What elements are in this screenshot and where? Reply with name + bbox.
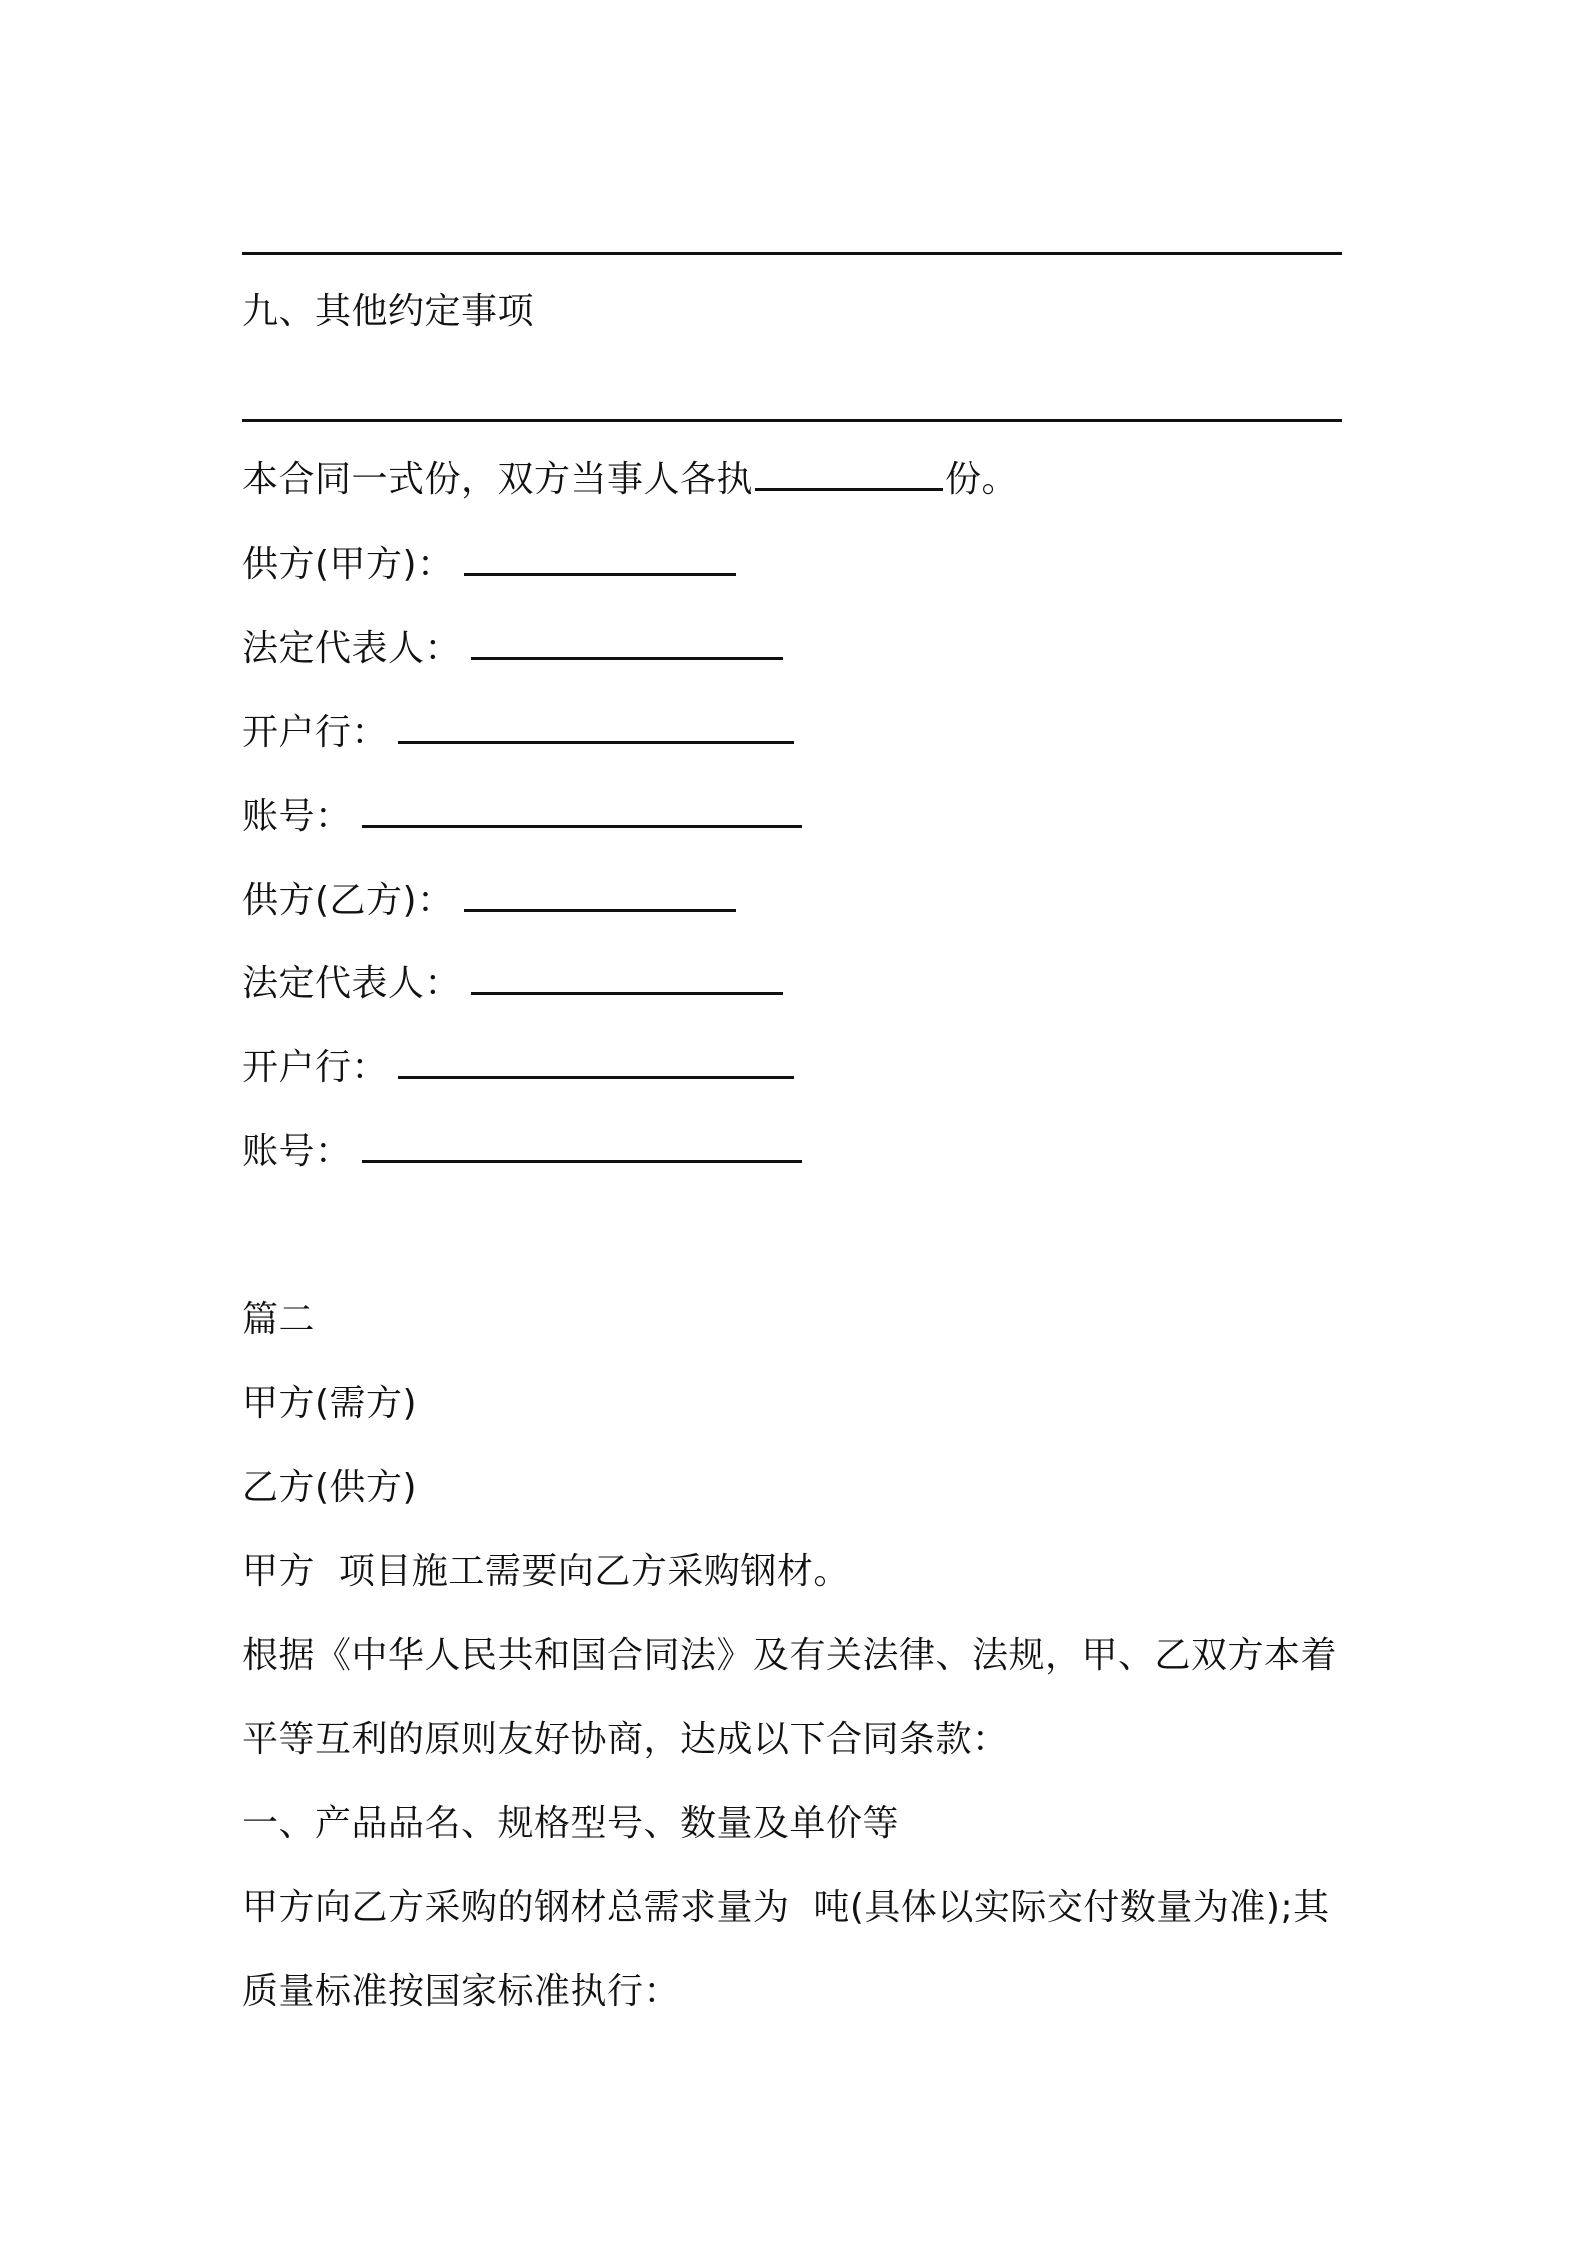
part-2-basis-line-1: 根据《中华人民共和国合同法》及有关法律、法规，甲、乙双方本着 bbox=[242, 1635, 1338, 1676]
party-a-legal-rep-blank[interactable] bbox=[471, 627, 783, 660]
part-2-party-a: 甲方(需方) bbox=[242, 1383, 418, 1424]
party-a-bank-blank[interactable] bbox=[398, 711, 794, 744]
party-b-legal-rep-blank[interactable] bbox=[471, 962, 783, 995]
clause-1-line-1: 甲方向乙方采购的钢材总需求量为 吨(具体以实际交付数量为准);其 bbox=[242, 1887, 1330, 1928]
blank-rule-section-9 bbox=[242, 419, 1342, 422]
party-a-legal-rep-label: 法定代表人： bbox=[242, 628, 462, 669]
party-a-bank-label: 开户行： bbox=[242, 712, 389, 753]
party-b-account-row bbox=[242, 1130, 806, 1174]
party-a-supplier-blank[interactable] bbox=[464, 543, 736, 576]
clause-1-line-2: 质量标准按国家标准执行： bbox=[242, 1971, 681, 2012]
copies-suffix: 份。 bbox=[945, 459, 1019, 500]
party-b-legal-rep-row bbox=[242, 962, 787, 1006]
party-a-account-row bbox=[242, 795, 806, 839]
party-b-account-label: 账号： bbox=[242, 1131, 352, 1172]
party-b-account-blank[interactable] bbox=[362, 1130, 802, 1163]
part-2-intro: 甲方 项目施工需要向乙方采购钢材。 bbox=[242, 1551, 850, 1592]
party-b-supplier-row bbox=[242, 879, 740, 923]
party-a-legal-rep-row bbox=[242, 627, 787, 671]
part-2-heading: 篇二 bbox=[242, 1299, 316, 1340]
part-2-party-b: 乙方(供方) bbox=[242, 1467, 418, 1508]
party-a-account-blank[interactable] bbox=[362, 795, 802, 828]
party-b-legal-rep-label: 法定代表人： bbox=[242, 963, 462, 1004]
party-b-bank-row bbox=[242, 1046, 798, 1090]
clause-1-title: 一、产品品名、规格型号、数量及单价等 bbox=[242, 1803, 900, 1844]
party-a-account-label: 账号： bbox=[242, 796, 352, 837]
party-b-bank-label: 开户行： bbox=[242, 1047, 389, 1088]
copies-count-blank[interactable] bbox=[755, 458, 943, 491]
section-9-title: 九、其他约定事项 bbox=[242, 291, 535, 332]
party-a-supplier-label: 供方(甲方)： bbox=[242, 544, 454, 585]
party-b-bank-blank[interactable] bbox=[398, 1046, 794, 1079]
party-a-bank-row bbox=[242, 711, 798, 755]
part-2-basis-line-2: 平等互利的原则友好协商，达成以下合同条款： bbox=[242, 1719, 1009, 1760]
party-b-supplier-label: 供方(乙方)： bbox=[242, 880, 454, 921]
blank-rule-top bbox=[242, 252, 1342, 255]
party-a-supplier-row bbox=[242, 543, 740, 587]
party-b-supplier-blank[interactable] bbox=[464, 879, 736, 912]
copies-line bbox=[242, 458, 1018, 502]
copies-prefix: 本合同一式份，双方当事人各执 bbox=[242, 459, 754, 500]
